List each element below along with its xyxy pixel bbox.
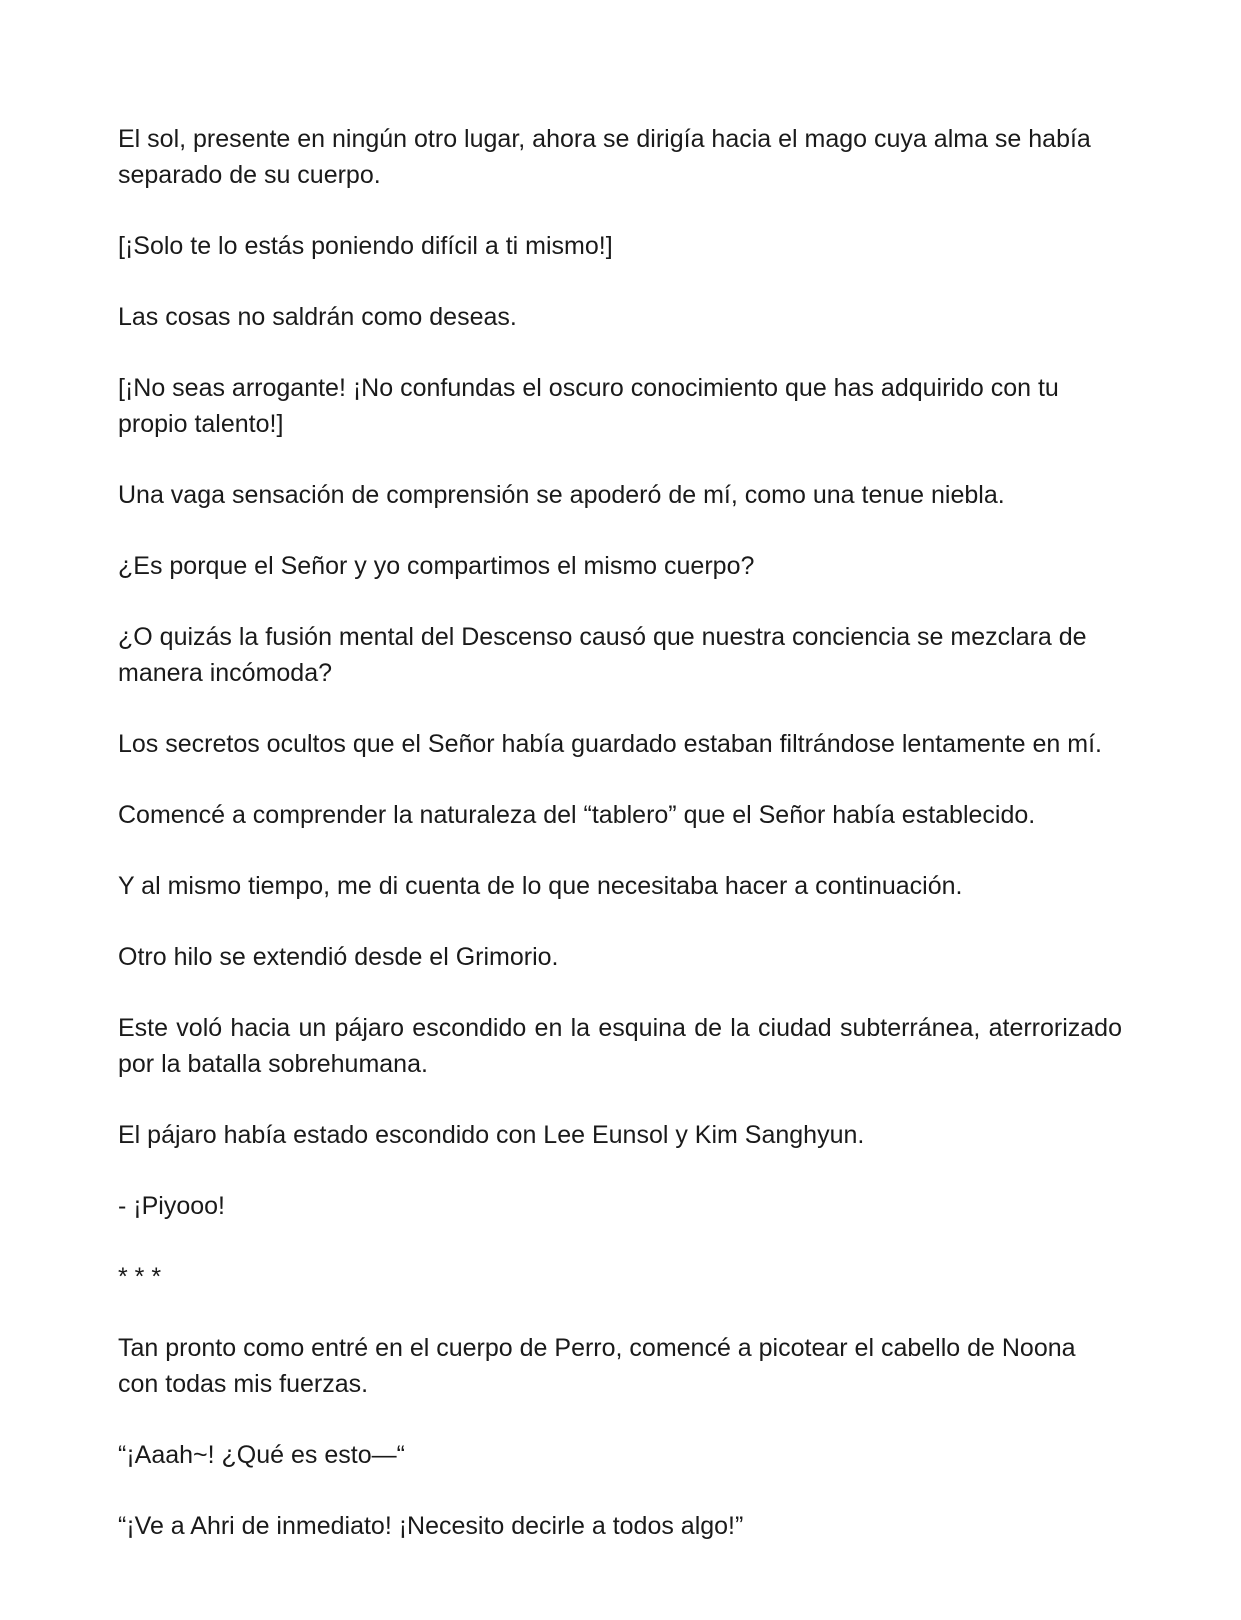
paragraph-8: Los secretos ocultos que el Señor había guardado estaban filtrándose lentamente en mí.: [118, 730, 1102, 758]
paragraph-14: - ¡Piyooo!: [118, 1192, 225, 1220]
paragraph-18: “¡Ve a Ahri de inmediato! ¡Necesito decirle a todos algo!”: [118, 1512, 744, 1540]
document-body: [118, 121, 1122, 1579]
paragraph-3: Las cosas no saldrán como deseas.: [118, 303, 517, 331]
paragraph-1: El sol, presente en ningún otro lugar, ahora se dirigía hacia el mago cuya alma se había separado de su cuerpo.: [118, 125, 1091, 189]
paragraph-6: ¿Es porque el Señor y yo compartimos el mismo cuerpo?: [118, 552, 755, 580]
paragraph-16: Tan pronto como entré en el cuerpo de Perro, comencé a picotear el cabello de Noona con todas mis fuerzas.: [118, 1334, 1076, 1398]
paragraph-7: ¿O quizás la fusión mental del Descenso causó que nuestra conciencia se mezclara de manera incómoda?: [118, 623, 1087, 687]
paragraph-12: Este voló hacia un pájaro escondido en la esquina de la ciudad subterránea, aterrorizado por la batalla sobrehumana.: [118, 1014, 1122, 1078]
paragraph-17: “¡Aaah~! ¿Qué es esto—“: [118, 1441, 405, 1469]
scene-break: * * *: [118, 1263, 162, 1291]
paragraph-5: Una vaga sensación de comprensión se apoderó de mí, como una tenue niebla.: [118, 481, 1005, 509]
paragraph-9: Comencé a comprender la naturaleza del “tablero” que el Señor había establecido.: [118, 801, 1036, 829]
paragraph-4: [¡No seas arrogante! ¡No confundas el oscuro conocimiento que has adquirido con tu propio talento!]: [118, 374, 1059, 438]
paragraph-13: El pájaro había estado escondido con Lee Eunsol y Kim Sanghyun.: [118, 1121, 865, 1149]
paragraph-11: Otro hilo se extendió desde el Grimorio.: [118, 943, 559, 971]
paragraph-10: Y al mismo tiempo, me di cuenta de lo que necesitaba hacer a continuación.: [118, 872, 963, 900]
paragraph-2: [¡Solo te lo estás poniendo difícil a ti mismo!]: [118, 232, 613, 260]
